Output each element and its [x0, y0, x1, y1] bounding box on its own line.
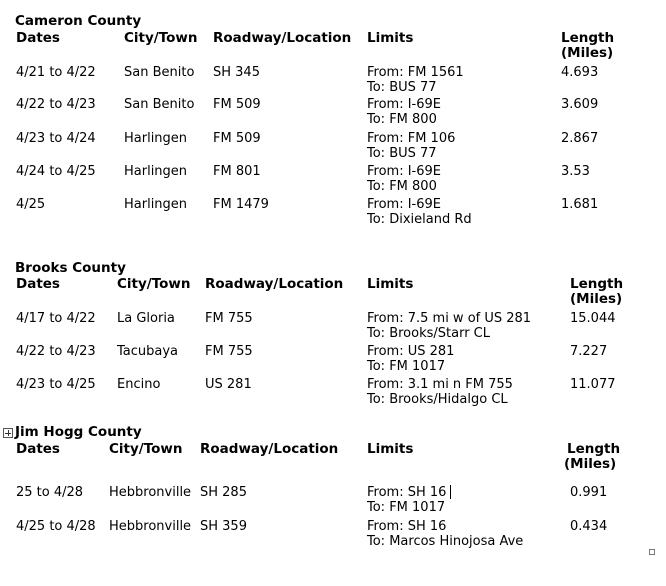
cell-limit-to: To: FM 800 — [367, 179, 437, 194]
cell-length: 11.077 — [570, 377, 616, 392]
cell-limit-from: From: I-69E — [367, 97, 442, 112]
cell-city: Hebbronville — [109, 519, 192, 534]
cell-city: Harlingen — [124, 131, 188, 146]
cell-limit-to: To: FM 1017 — [367, 359, 446, 374]
cell-roadway: US 281 — [205, 377, 252, 392]
cell-limit-to: To: BUS 77 — [367, 80, 437, 95]
cell-city: Tacubaya — [117, 344, 179, 359]
county-title: Brooks County — [15, 260, 126, 276]
cell-dates: 4/23 to 4/25 — [16, 377, 96, 392]
header-length: Length — [561, 30, 615, 46]
header-length-unit: (Miles) — [564, 456, 617, 472]
header-length-unit: (Miles) — [570, 291, 623, 307]
text-cursor — [450, 485, 451, 499]
header-length-unit: (Miles) — [561, 45, 614, 61]
cell-dates: 4/22 to 4/23 — [16, 344, 96, 359]
cell-length: 0.991 — [570, 485, 608, 500]
cell-limit-to: To: BUS 77 — [367, 146, 437, 161]
cell-length: 3.53 — [561, 164, 590, 179]
header-city: City/Town — [117, 276, 191, 292]
cell-roadway: SH 359 — [200, 519, 247, 534]
cell-city: San Benito — [124, 65, 195, 80]
header-limits: Limits — [367, 441, 414, 457]
cell-limit-from: From: SH 16 — [367, 519, 447, 534]
cell-limit-from: From: FM 1561 — [367, 65, 464, 80]
cell-length: 15.044 — [570, 311, 616, 326]
cell-length: 0.434 — [570, 519, 608, 534]
cell-length: 2.867 — [561, 131, 599, 146]
cell-dates: 4/24 to 4/25 — [16, 164, 96, 179]
cell-city: Encino — [117, 377, 161, 392]
cell-roadway: FM 801 — [213, 164, 261, 179]
cell-city: San Benito — [124, 97, 195, 112]
cell-limit-to: To: Dixieland Rd — [367, 212, 472, 227]
cell-limit-to: To: FM 800 — [367, 112, 437, 127]
header-roadway: Roadway/Location — [200, 441, 339, 457]
cell-limit-to: To: Brooks/Starr CL — [367, 326, 490, 341]
cell-roadway: FM 1479 — [213, 197, 269, 212]
table-resize-handle[interactable] — [649, 549, 655, 555]
cell-limit-from: From: 7.5 mi w of US 281 — [367, 311, 532, 326]
cell-roadway: SH 345 — [213, 65, 260, 80]
cell-city: Harlingen — [124, 164, 188, 179]
header-roadway: Roadway/Location — [213, 30, 352, 46]
cell-roadway: FM 509 — [213, 97, 261, 112]
cell-city: Harlingen — [124, 197, 188, 212]
cell-limit-to: To: FM 1017 — [367, 500, 446, 515]
county-title: Cameron County — [15, 13, 142, 29]
cell-limit-from: From: FM 106 — [367, 131, 456, 146]
cell-dates: 25 to 4/28 — [16, 485, 84, 500]
header-dates: Dates — [16, 30, 60, 46]
cell-limit-from: From: US 281 — [367, 344, 455, 359]
county-title: Jim Hogg County — [15, 424, 142, 440]
header-length: Length — [570, 276, 624, 292]
cell-limit-to: To: Brooks/Hidalgo CL — [367, 392, 508, 407]
cell-limit-from: From: I-69E — [367, 197, 442, 212]
cell-roadway: SH 285 — [200, 485, 247, 500]
header-roadway: Roadway/Location — [205, 276, 344, 292]
cell-length: 1.681 — [561, 197, 599, 212]
cell-dates: 4/21 to 4/22 — [16, 65, 96, 80]
cell-dates: 4/25 — [16, 197, 46, 212]
cell-limit-to: To: Marcos Hinojosa Ave — [367, 534, 524, 549]
cell-dates: 4/22 to 4/23 — [16, 97, 96, 112]
header-dates: Dates — [16, 441, 60, 457]
header-city: City/Town — [109, 441, 183, 457]
cell-length: 4.693 — [561, 65, 599, 80]
cell-limit-from: From: I-69E — [367, 164, 442, 179]
cell-roadway: FM 755 — [205, 344, 253, 359]
header-limits: Limits — [367, 30, 414, 46]
table-move-handle-icon[interactable] — [3, 428, 13, 438]
cell-roadway: FM 509 — [213, 131, 261, 146]
header-dates: Dates — [16, 276, 60, 292]
cell-limit-from: From: 3.1 mi n FM 755 — [367, 377, 513, 392]
cell-city: La Gloria — [117, 311, 175, 326]
header-city: City/Town — [124, 30, 198, 46]
cell-dates: 4/25 to 4/28 — [16, 519, 96, 534]
cell-length: 3.609 — [561, 97, 599, 112]
cell-dates: 4/17 to 4/22 — [16, 311, 96, 326]
header-length: Length — [567, 441, 621, 457]
header-limits: Limits — [367, 276, 414, 292]
cell-city: Hebbronville — [109, 485, 192, 500]
cell-length: 7.227 — [570, 344, 608, 359]
cell-limit-from[interactable]: From: SH 16 — [367, 485, 447, 500]
cell-roadway: FM 755 — [205, 311, 253, 326]
cell-dates: 4/23 to 4/24 — [16, 131, 96, 146]
